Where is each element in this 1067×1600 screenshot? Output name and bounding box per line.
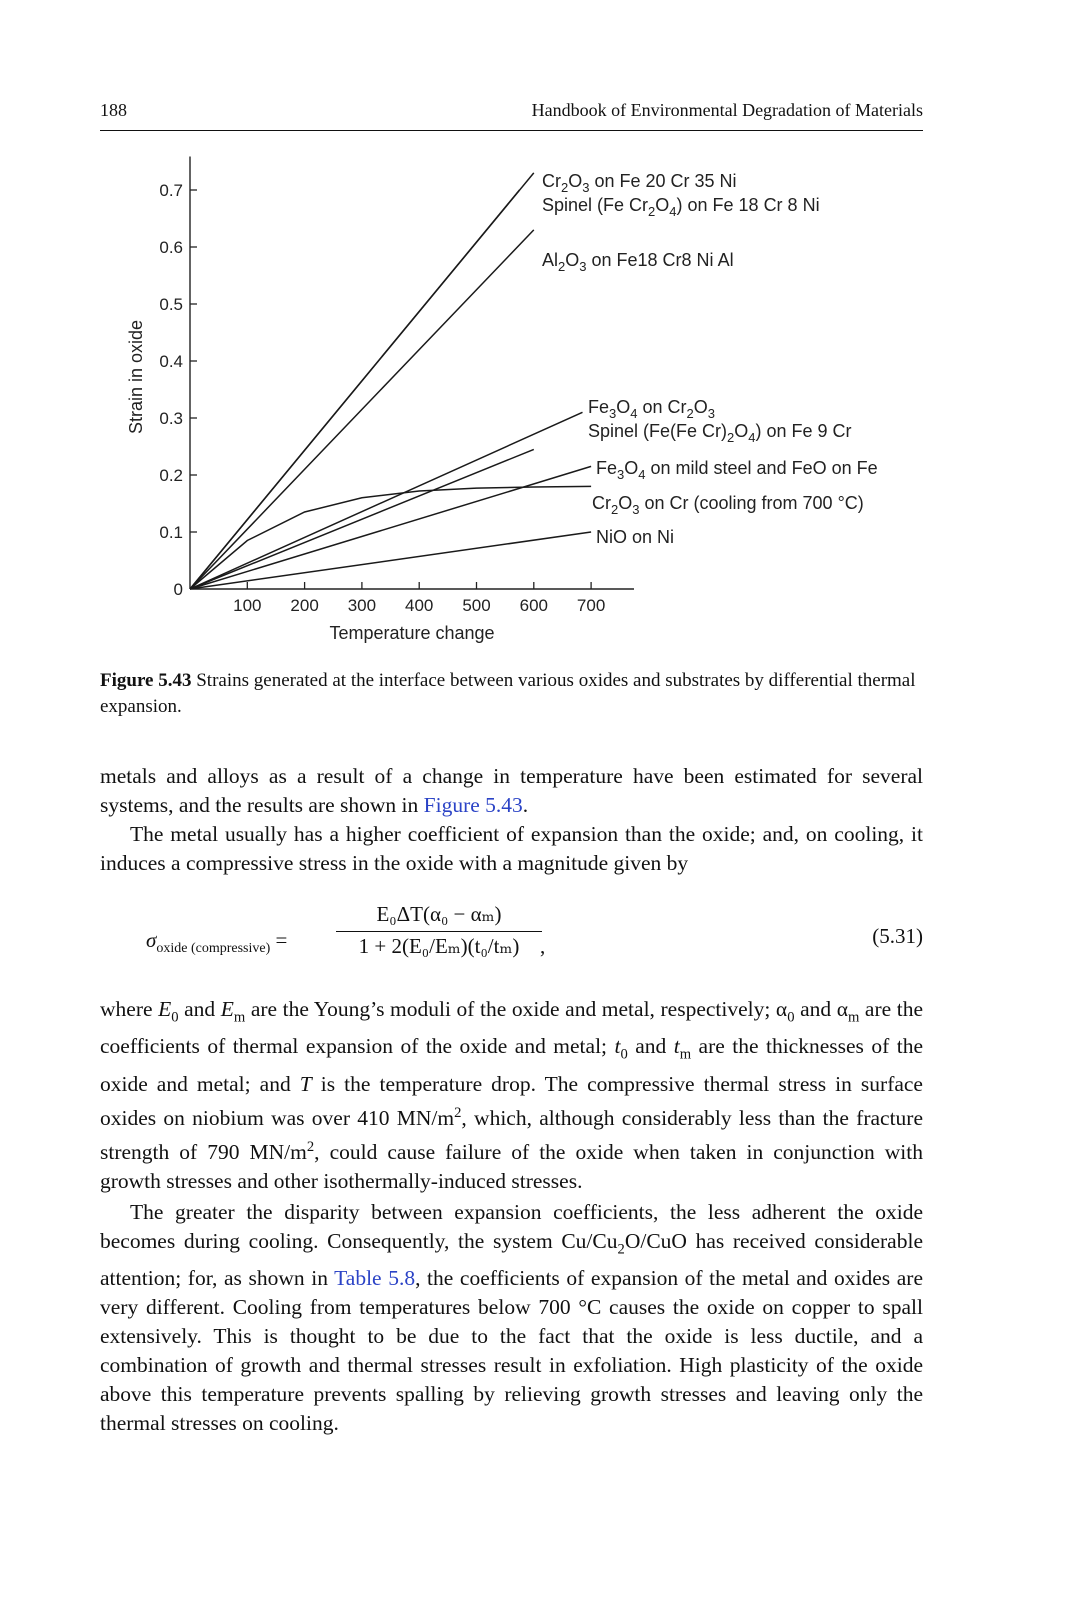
equation-fraction — [334, 902, 544, 959]
chart-series — [190, 173, 591, 589]
p4-seg: 2 — [617, 1241, 625, 1258]
y-tick-label: 0.1 — [159, 523, 183, 542]
series-label-cr2o3-cr: $Cr_2O_3$ on Cr (cooling from 700 °C) — [592, 493, 864, 517]
p3-seg: , could cause failure of the oxide when taken in conjunction with growth stresses and other isothermally-induced stresses. — [100, 1139, 923, 1193]
x-tick-label: 200 — [290, 596, 319, 615]
paragraph-2: The metal usually has a higher coefficient of expansion than the oxide; and, on cooling, it induces a compressive stress in the oxide with a magnitude given by — [100, 822, 923, 875]
p3-seg: are the Young’s moduli of the oxide and metal, respectively; α — [245, 997, 788, 1021]
figure-caption-text: Strains generated at the interface between various oxides and substrates by differential thermal expansion. — [100, 670, 916, 717]
paragraph-3 — [100, 995, 923, 1196]
p3-seg: t — [673, 1034, 680, 1059]
p3-seg: m — [679, 1046, 692, 1063]
page-header — [100, 96, 923, 131]
x-tick-label: 100 — [233, 596, 262, 615]
series-line-5 — [190, 449, 534, 589]
x-axis-label: Temperature change — [329, 623, 495, 643]
y-tick-label: 0.3 — [159, 409, 183, 428]
p3-seg: 0 — [787, 1009, 795, 1026]
series-label-cr2o3-fe20: $Cr_2O_3$ on Fe 20 Cr 35 Ni — [542, 171, 737, 195]
page-number: 188 — [100, 100, 127, 120]
p4-seg: O/CuO has received considerable attention; for, as shown in — [100, 1229, 923, 1291]
p3-seg: 0 — [620, 1046, 628, 1063]
p4-seg: , the coefficients of expansion of the metal and oxides are very different. Cooling from temperatures below 700 °C causes the oxide on copper to spall extensively. This is thought to be due to the fact that the oxide is less ductile, and a combination of growth and thermal stresses result in exfoliation. High plasticity of the oxide above this temperature prevents spalling by relieving growth stresses and leaving only the thermal stresses on cooling. — [100, 1266, 923, 1436]
p3-seg: is the temperature drop. The compressive thermal stress in surface oxides on niobium was over 410 MN/m — [100, 1071, 923, 1130]
series-line-6 — [190, 466, 591, 589]
equation-numerator: E₀ΔT(α₀ − αₘ) — [376, 902, 502, 926]
series-label-fe3o4-mild: $Fe_3O_4$ on mild steel and FeO on Fe — [596, 458, 878, 482]
y-tick-label: 0.2 — [159, 466, 183, 485]
paragraph-1-end: . — [522, 793, 529, 817]
x-tick-label: 300 — [347, 596, 377, 615]
paragraph-4 — [100, 1198, 923, 1438]
equation-5-31 — [100, 900, 923, 980]
y-tick-label: 0.7 — [159, 181, 183, 200]
x-tick-label: 500 — [462, 596, 491, 615]
p3-seg: and — [627, 1034, 674, 1059]
p3-seg: 2 — [454, 1104, 462, 1121]
series-line-4 — [190, 412, 583, 589]
equation-equals: = — [270, 928, 288, 952]
p3-seg: T — [299, 1071, 312, 1096]
p3-seg: t — [614, 1034, 621, 1059]
x-tick-label: 400 — [405, 596, 434, 615]
p3-seg: are the coefficients of thermal expansion of the oxide and metal; — [100, 997, 924, 1059]
series-label-spinel-fe9: Spinel (Fe(Fe $Cr)_2O_4$) on Fe 9 Cr — [588, 421, 852, 445]
x-tick-label: 600 — [519, 596, 548, 615]
figure-label: Figure 5.43 — [100, 670, 192, 691]
p3-seg: where — [100, 997, 159, 1021]
p3-seg: E — [220, 997, 234, 1021]
y-tick-label: 0 — [173, 580, 183, 599]
figure-link[interactable]: Figure 5.43 — [423, 793, 523, 817]
chart-ticks — [159, 181, 605, 615]
equation-lhs — [146, 928, 287, 957]
series-line-3 — [190, 230, 534, 589]
paragraph-1-text: metals and alloys as a result of a change in temperature have been estimated for several systems, and the results are shown in — [100, 764, 923, 817]
y-tick-label: 0.6 — [159, 238, 183, 257]
paragraph-1 — [100, 762, 923, 820]
equation-sigma-sub: oxide (compressive) — [156, 941, 271, 957]
p3-seg: m — [847, 1009, 860, 1026]
running-head: Handbook of Environmental Degradation of Materials — [531, 100, 923, 120]
equation-denominator: 1 + 2(E₀/Eₘ)(t₀/tₘ) — [358, 934, 520, 958]
series-label-fe3o4-cr2o3: $Fe_3O_4$ on $Cr_2O_3$ — [588, 397, 716, 421]
series-label-spinel-fecr: Spinel (Fe $Cr_2O_4$) on Fe 18 Cr 8 Ni — [542, 195, 820, 219]
series-label-al2o3: $Al_2O_3$ on Fe18 Cr8 Ni Al — [542, 250, 734, 274]
y-tick-label: 0.4 — [159, 352, 183, 371]
table-link[interactable]: Table 5.8 — [334, 1266, 416, 1291]
p3-seg: m — [233, 1009, 246, 1026]
p3-seg: and — [178, 997, 221, 1021]
p3-seg: and α — [794, 997, 848, 1021]
p3-seg: are the thicknesses of the oxide and metal; and — [100, 1034, 923, 1096]
p3-seg: 0 — [171, 1009, 179, 1026]
series-line-8 — [190, 532, 591, 589]
y-axis-label: Strain in oxide — [126, 319, 146, 435]
p3-seg: 2 — [306, 1138, 315, 1155]
equation-comma: , — [540, 934, 546, 958]
series-label-nio: NiO on Ni — [596, 527, 675, 547]
chart-axes — [190, 157, 634, 590]
figure-caption — [100, 668, 923, 720]
y-tick-label: 0.5 — [159, 295, 183, 314]
series-line-2 — [190, 190, 520, 589]
p3-seg: E — [158, 997, 172, 1021]
equation-sigma: σ — [146, 928, 157, 952]
p4-seg: The greater the disparity between expansion coefficients, the less adherent the oxide becomes during cooling. Consequently, the system Cu/Cu — [100, 1200, 923, 1253]
series-line-7 — [190, 486, 591, 589]
strain-chart — [0, 150, 1067, 650]
equation-number: (5.31) — [872, 924, 923, 948]
x-tick-label: 700 — [576, 596, 606, 615]
p3-seg: , which, although considerably less than the fracture strength of 790 MN/m — [100, 1105, 923, 1164]
